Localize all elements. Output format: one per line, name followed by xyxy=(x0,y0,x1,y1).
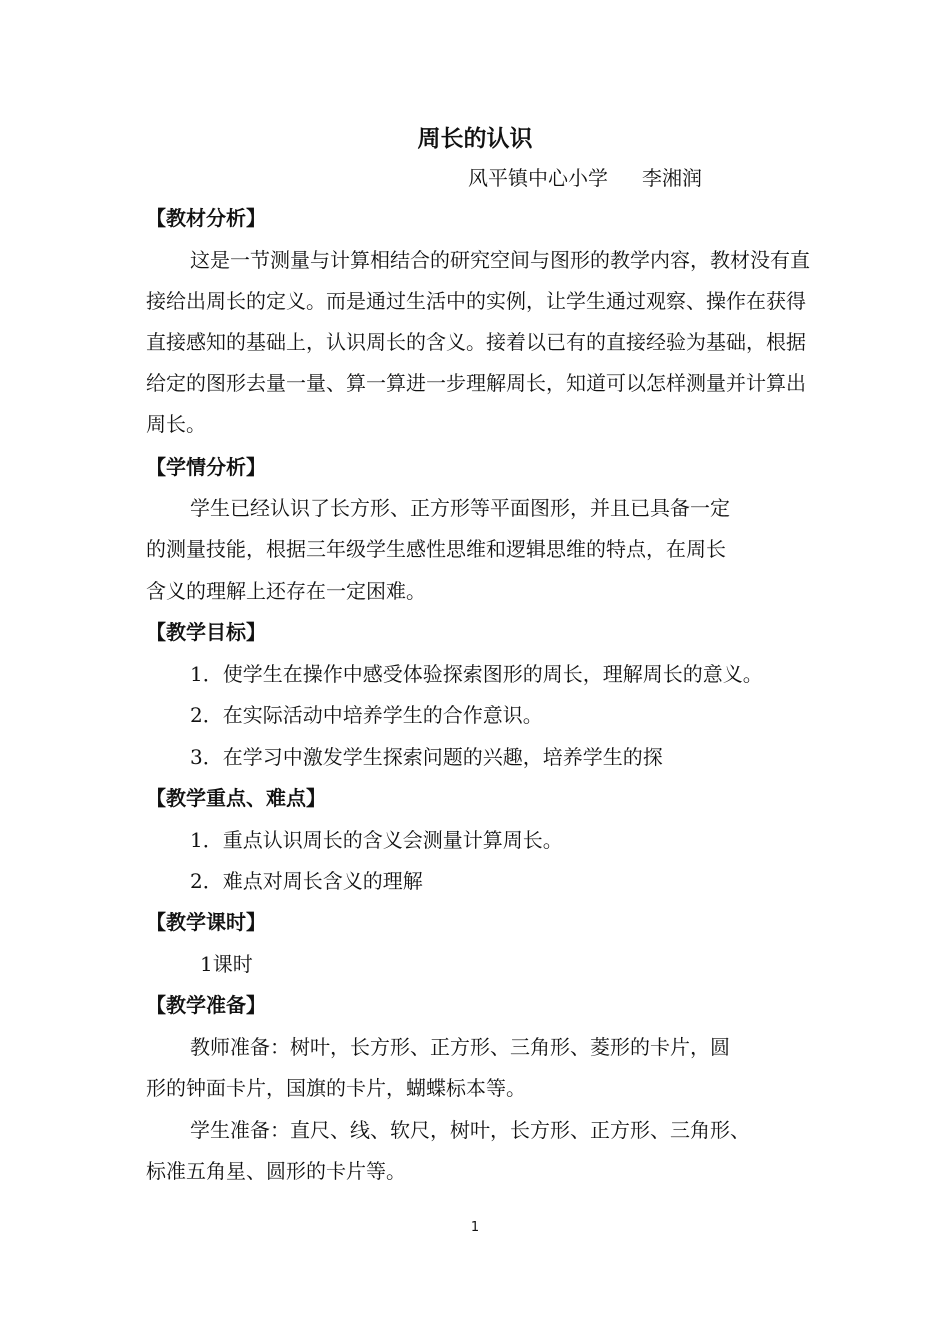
goal-item: 3．在学习中激发学生探索问题的兴趣，培养学生的探 xyxy=(190,745,663,769)
student-analysis-line: 含义的理解上还存在一定困难。 xyxy=(146,579,426,603)
student-analysis-line: 学生已经认识了长方形、正方形等平面图形，并且已具备一定 xyxy=(190,496,730,520)
heading-teaching-prep: 【教学准备】 xyxy=(146,993,266,1017)
textbook-analysis-paragraph xyxy=(146,240,811,445)
page-number: 1 xyxy=(470,1220,480,1235)
heading-key-points: 【教学重点、难点】 xyxy=(146,786,326,810)
teacher-prep-line: 形的钟面卡片，国旗的卡片，蝴蝶标本等。 xyxy=(146,1076,526,1100)
author-name: 李湘润 xyxy=(642,166,702,190)
doc-byline xyxy=(468,162,702,191)
heading-teaching-hours: 【教学课时】 xyxy=(146,910,266,934)
key-point-item: 1．重点认识周长的含义会测量计算周长。 xyxy=(190,828,563,852)
goal-item: 1．使学生在操作中感受体验探索图形的周长，理解周长的意义。 xyxy=(190,662,763,686)
heading-student-analysis: 【学情分析】 xyxy=(146,455,266,479)
heading-textbook-analysis: 【教材分析】 xyxy=(146,206,266,230)
heading-teaching-goals: 【教学目标】 xyxy=(146,620,266,644)
doc-title: 周长的认识 xyxy=(417,126,533,152)
teacher-prep-line: 教师准备：树叶，长方形、正方形、三角形、菱形的卡片，圆 xyxy=(190,1035,730,1059)
student-analysis-line: 的测量技能，根据三年级学生感性思维和逻辑思维的特点，在周长 xyxy=(146,537,726,561)
student-prep-line: 学生准备：直尺、线、软尺，树叶，长方形、正方形、三角形、 xyxy=(190,1118,750,1142)
goal-item: 2．在实际活动中培养学生的合作意识。 xyxy=(190,703,543,727)
student-prep-line: 标准五角星、圆形的卡片等。 xyxy=(146,1159,406,1183)
teaching-hours-value: 1课时 xyxy=(200,952,253,976)
key-point-item: 2．难点对周长含义的理解 xyxy=(190,869,423,893)
textbook-analysis-text: 这是一节测量与计算相结合的研究空间与图形的教学内容，教材没有直接给出周长的定义。而是通过生活中的实例，让学生通过观察、操作在获得直接感知的基础上，认识周长的含义。接着以已有的直接经验为基础，根据给定的图形去量一量、算一算进一步理解周长，知道可以怎样测量并计算出周长。 xyxy=(146,248,810,436)
school-name: 风平镇中心小学 xyxy=(468,166,608,190)
